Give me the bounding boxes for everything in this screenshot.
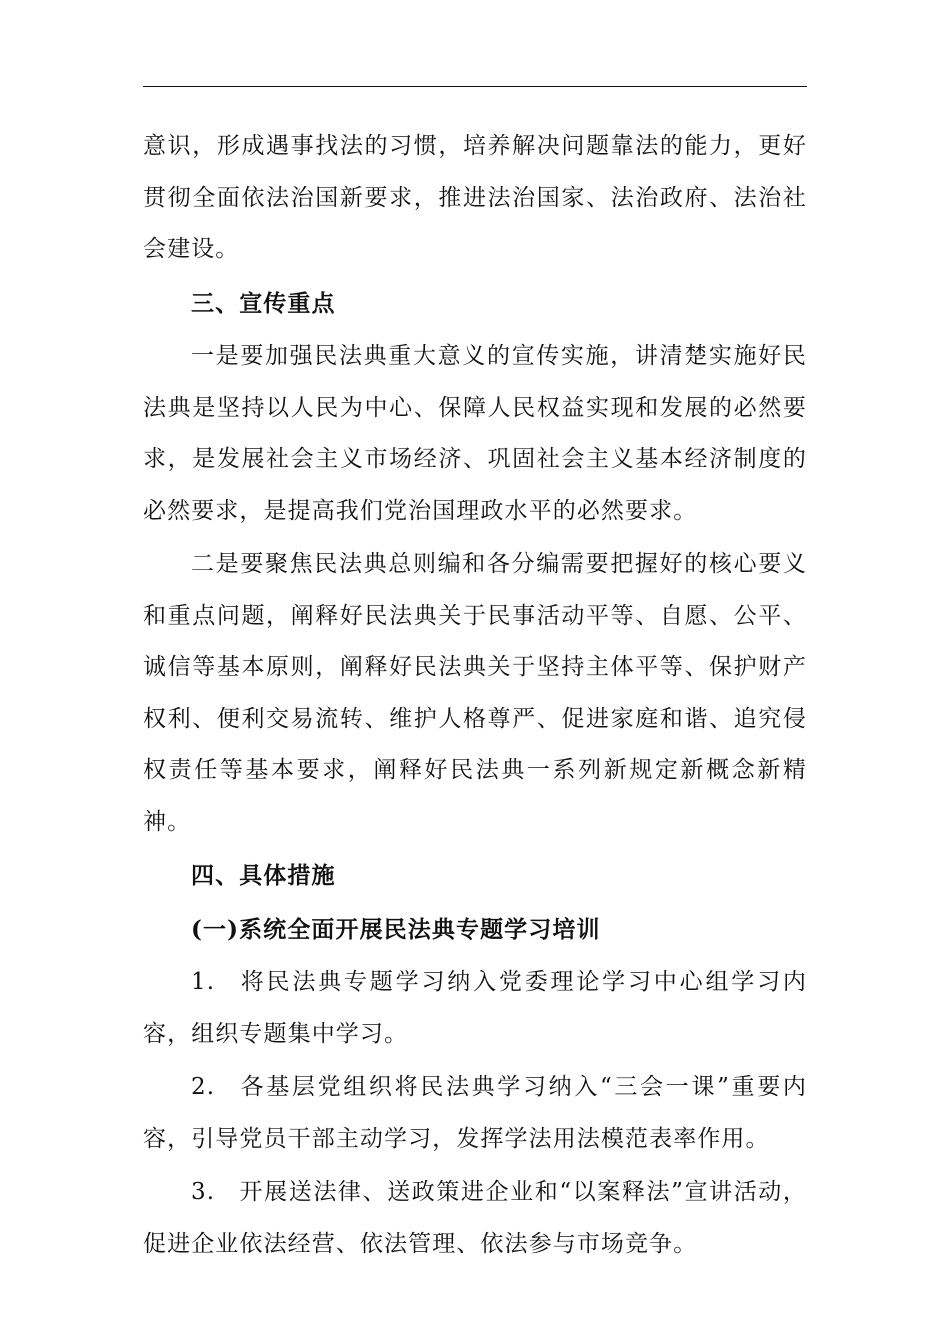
subheading-study-training: (一)系统全面开展民法典专题学习培训: [191, 915, 601, 943]
list-item-number: 3.: [191, 1179, 216, 1205]
list-item-text: 将民法典专题学习纳入党委理论学习中心组学习内容，组织专题集中学习。: [143, 969, 807, 1047]
section-heading-publicity-focus: 三、宣传重点: [191, 289, 336, 317]
header-rule: [143, 86, 807, 87]
list-item-text: 各基层党组织将民法典学习纳入“三会一课”重要内容，引导党员干部主动学习，发挥学法用法模范表率作用。: [143, 1074, 807, 1152]
list-item-3: [143, 1167, 807, 1270]
continuation-paragraph: 意识，形成遇事找法的习惯，培养解决问题靠法的能力，更好贯彻全面依法治国新要求，推进法治国家、法治政府、法治社会建设。: [143, 133, 807, 262]
list-item-text: 开展送法律、送政策进企业和“以案释法”宣讲活动，促进企业依法经营、依法管理、依法参与市场竞争。: [143, 1179, 807, 1257]
list-item-number: 1.: [191, 969, 216, 995]
document-body: [143, 121, 807, 1272]
list-item-number: 2.: [191, 1074, 216, 1100]
section-heading-measures: 四、具体措施: [191, 862, 336, 889]
list-item-1: [143, 957, 807, 1060]
list-item-2: [143, 1062, 807, 1165]
paragraph-focus-1: 一是要加强民法典重大意义的宣传实施，讲清楚实施好民法典是坚持以人民为中心、保障人民权益实现和发展的必然要求，是发展社会主义市场经济、巩固社会主义基本经济制度的必然要求，是提高我们党治国理政水平的必然要求。: [143, 343, 807, 524]
paragraph-focus-2: 二是要聚焦民法典总则编和各分编需要把握好的核心要义和重点问题，阐释好民法典关于民事活动平等、自愿、公平、诚信等基本原则，阐释好民法典关于坚持主体平等、保护财产权利、便利交易流转、维护人格尊严、促进家庭和谐、追究侵权责任等基本要求，阐释好民法典一系列新规定新概念新精神。: [143, 551, 807, 835]
